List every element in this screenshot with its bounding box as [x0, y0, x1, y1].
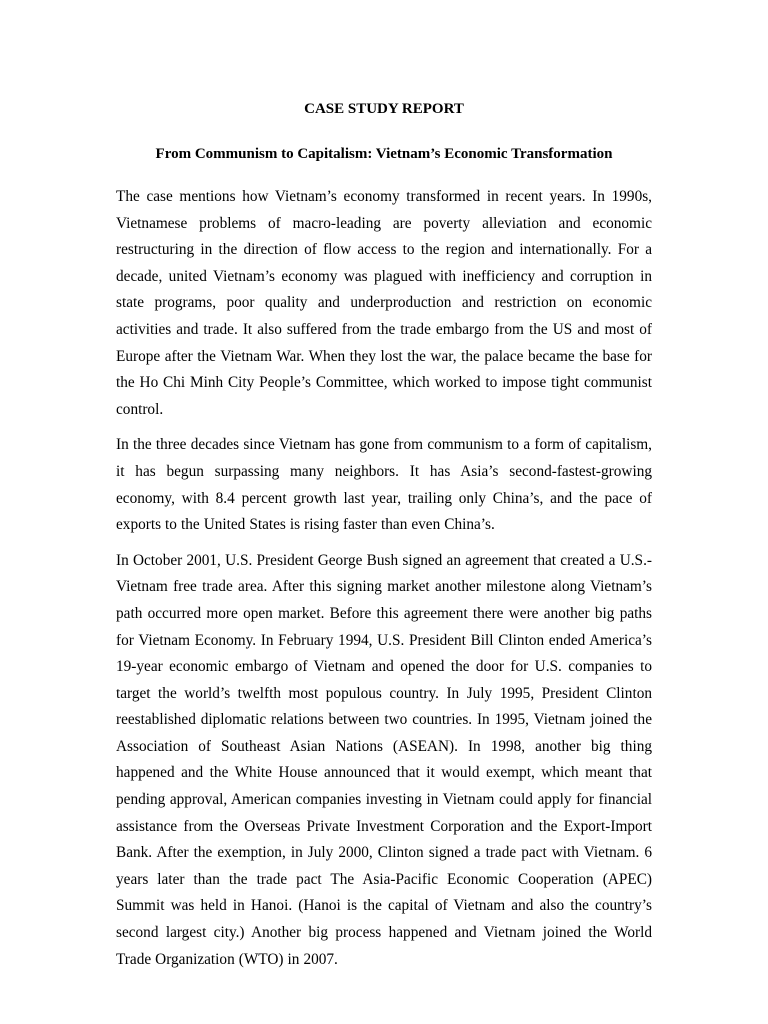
- report-title: CASE STUDY REPORT: [304, 101, 464, 117]
- report-body: [116, 184, 652, 982]
- paragraph-three-decades: In the three decades since Vietnam has gone from communism to a form of capitalism, it has begun surpassing many neighbors. It has Asia’s second-fastest-growing economy, with 8.4 percent growth last year, trailing only China’s, and the pace of exports to the United States is rising faster than even China’s.: [116, 436, 652, 534]
- paragraph-trade-milestones: In October 2001, U.S. President George Bush signed an agreement that created a U.S.-Vietnam free trade area. After this signing market another milestone along Vietnam’s path occurred more open market. Before this agreement there were another big paths for Vietnam Economy. In February 1994, U.S. President Bill Clinton ended America’s 19-year economic embargo of Vietnam and opened the door for U.S. companies to target the world’s twelfth most populous country. In July 1995, President Clinton reestablished diplomatic relations between two countries. In 1995, Vietnam joined the Association of Southeast Asian Nations (ASEAN). In 1998, another big thing happened and the White House announced that it would exempt, which meant that pending approval, American companies investing in Vietnam could apply for financial assistance from the Overseas Private Investment Corporation and the Export-Import Bank. After the exemption, in July 2000, Clinton signed a trade pact with Vietnam. 6 years later than the trade pact The Asia-Pacific Economic Cooperation (APEC) Summit was held in Hanoi. (Hanoi is the capital of Vietnam and also the country’s second largest city.) Another big process happened and Vietnam joined the World Trade Organization (WTO) in 2007.: [116, 551, 652, 968]
- paragraph-economy-transformation: The case mentions how Vietnam’s economy transformed in recent years. In 1990s, Vietnamese problems of macro-leading are poverty alleviation and economic restructuring in the direction of flow access to the region and internationally. For a decade, united Vietnam’s economy was plagued with inefficiency and corruption in state programs, poor quality and underproduction and restriction on economic activities and trade. It also suffered from the trade embargo from the US and most of Europe after the Vietnam War. When they lost the war, the palace became the base for the Ho Chi Minh City People’s Committee, which worked to impose tight communist control.: [116, 188, 652, 418]
- report-subtitle: From Communism to Capitalism: Vietnam’s Economic Transformation: [155, 146, 613, 162]
